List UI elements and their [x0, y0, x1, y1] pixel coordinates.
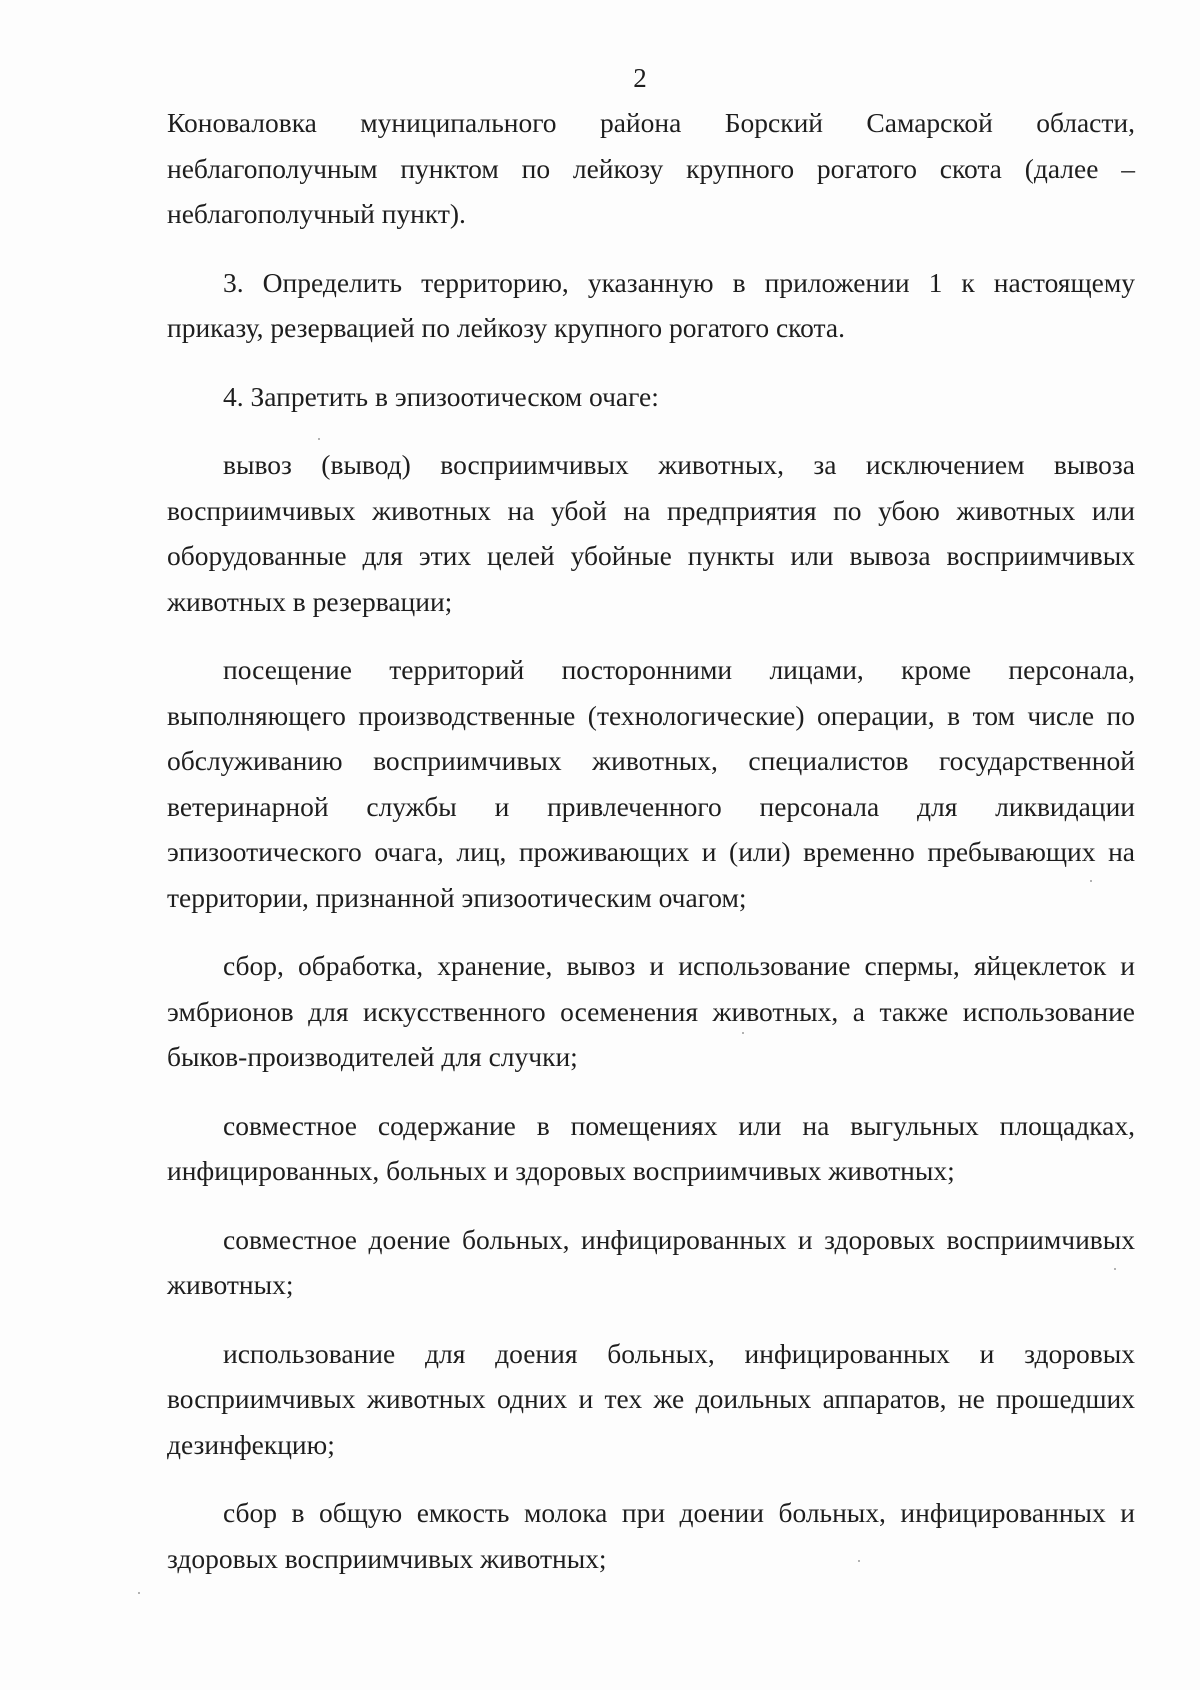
scan-speck: [138, 1592, 140, 1594]
scan-speck: [858, 1560, 860, 1562]
paragraph-8: совместное доение больных, инфицированных и здоровых восприимчивых животных;: [167, 1223, 1135, 1300]
paragraph-9: использование для доения больных, инфицированных и здоровых восприимчивых животных одних и тех же доильных аппаратов, не прошедших дезинфекцию;: [167, 1337, 1135, 1460]
scan-speck: [742, 1032, 744, 1034]
paragraph-4: вывоз (вывод) восприимчивых животных, за исключением вывоза восприимчивых животных на убой на предприятия по убою животных или оборудованные для этих целей убойные пункты или вывоза восприимчивых животных в резервации;: [167, 449, 1135, 617]
scan-speck: [1114, 1268, 1116, 1270]
paragraph-1: Коноваловка муниципального района Борский Самарской области, неблагополучным пунктом по лейкозу крупного рогатого скота (далее – неблагополучный пункт).: [167, 107, 1135, 229]
scan-speck: [318, 438, 320, 440]
paragraph-3: 4. Запретить в эпизоотическом очаге:: [223, 380, 659, 412]
paragraph-7: совместное содержание в помещениях или на выгульных площадках, инфицированных, больных и здоровых восприимчивых животных;: [167, 1109, 1135, 1186]
page-number: 2: [633, 63, 647, 93]
paragraph-5: посещение территорий посторонними лицами, кроме персонала, выполняющего производственные (технологические) операции, в том числе по обслуживанию восприимчивых животных, специалистов государственной ветеринарной службы и привлеченного персонала для ликвидации эпизоотического очага, лиц, проживающих и (или) временно пребывающих на территории, признанной эпизоотическим очагом;: [167, 654, 1135, 913]
paragraph-10: сбор в общую емкость молока при доении больных, инфицированных и здоровых восприимчивых животных;: [167, 1497, 1135, 1574]
paragraph-6: сбор, обработка, хранение, вывоз и использование спермы, яйцеклеток и эмбрионов для искусственного осеменения животных, а также использование быков-производителей для случки;: [167, 950, 1135, 1072]
scan-speck: [1090, 880, 1092, 882]
paragraph-2: 3. Определить территорию, указанную в приложении 1 к настоящему приказу, резервацией по лейкозу крупного рогатого скота.: [167, 266, 1135, 343]
document-body: [167, 100, 1135, 1581]
